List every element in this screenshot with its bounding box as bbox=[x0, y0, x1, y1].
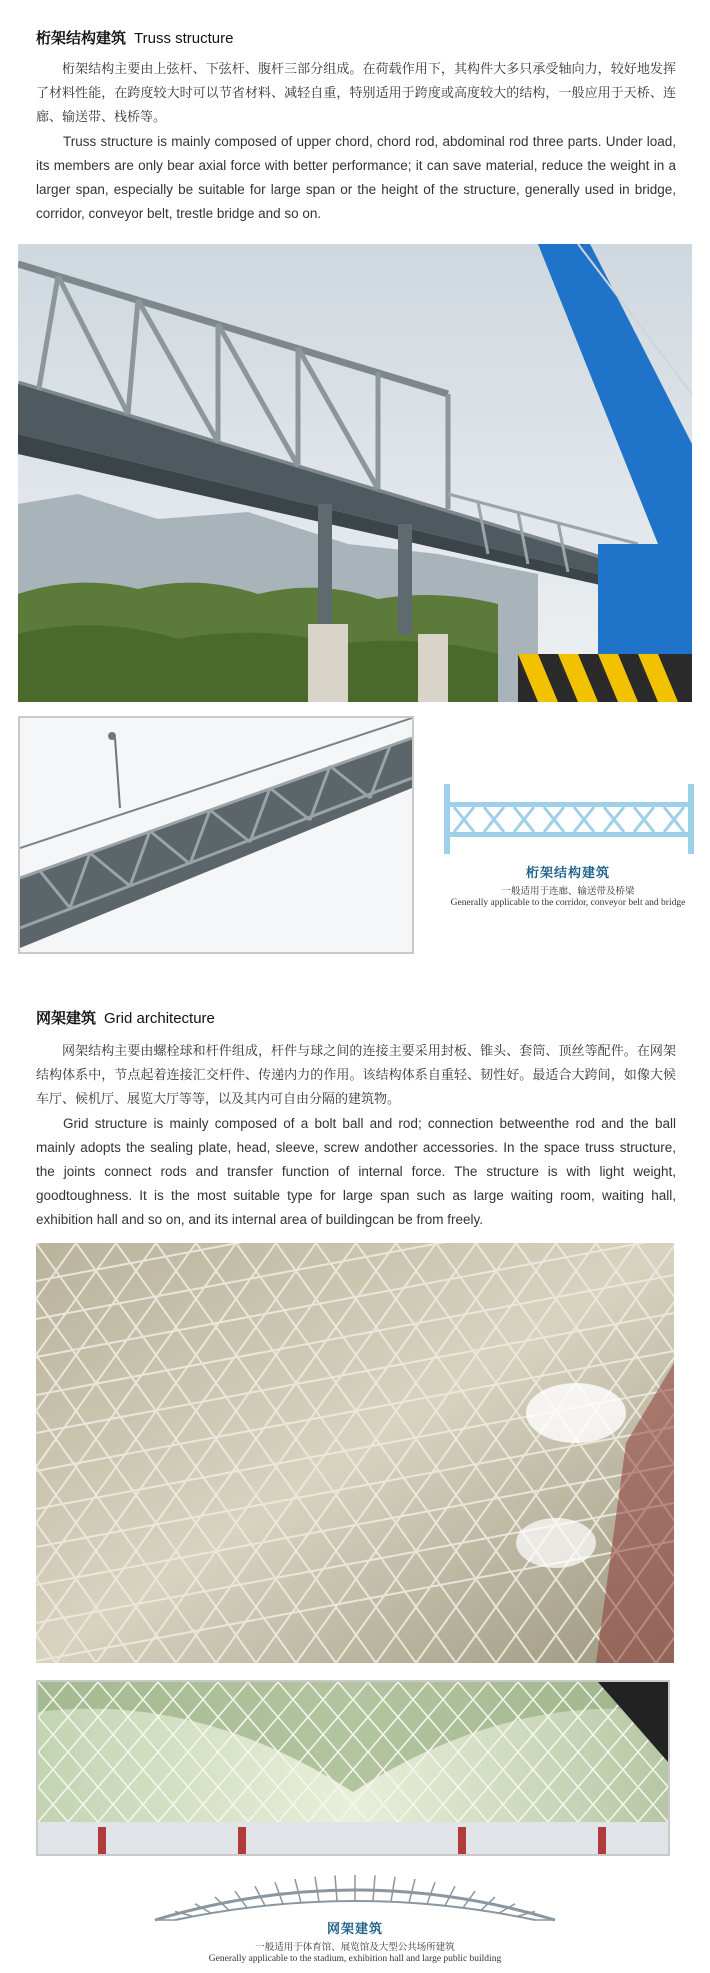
truss-bridge-photo bbox=[18, 244, 692, 702]
caption-cn: 一般适用于连廊、输送带及桥梁 bbox=[501, 886, 635, 897]
section-title-cn: 桁架结构建筑 bbox=[36, 29, 127, 47]
paragraph-en: Truss structure is mainly composed of upper chord, chord rod, abdominal rod three parts. Under load, its members are only bear axial force with better performance; it can save material, reduce the weight in a larger span, especially be suitable for large span or the height of the structure, generally used in bridge, corridor, conveyor belt, trestle bridge and so on. bbox=[36, 134, 676, 221]
section-description-truss bbox=[36, 58, 676, 226]
stadium-roof-photo bbox=[36, 1680, 670, 1856]
caption-cn: 一般适用于体育馆、展览馆及大型公共场所建筑 bbox=[255, 1942, 455, 1953]
space-frame-roof-photo bbox=[36, 1243, 674, 1663]
section-title-en: Truss structure bbox=[134, 30, 234, 47]
paragraph-cn: 网架结构主要由螺栓球和杆件组成，杆件与球之间的连接主要采用封板、锥头、套筒、顶丝等配件。在网架结构体系中，节点起着连接汇交杆件、传递内力的作用。该结构体系自重轻、韧性好。最适合大跨间，如像大候车厅、候机厅、展览大厅等等，以及其内可自由分隔的建筑物。 bbox=[36, 1044, 676, 1107]
section-title-truss bbox=[36, 27, 676, 48]
paragraph-cn: 桁架结构主要由上弦杆、下弦杆、腹杆三部分组成。在荷载作用下，其构件大多只承受轴向力，较好地发挥了材料性能，在跨度较大时可以节省材料、减轻自重，特别适用于跨度或高度较大的结构，一般应用于天桥、连廊、输送带、栈桥等。 bbox=[36, 62, 676, 125]
truss-walkway-photo bbox=[18, 716, 414, 954]
truss-diagram bbox=[444, 784, 694, 854]
truss-caption bbox=[430, 862, 706, 908]
caption-en: Generally applicable to the corridor, conveyor belt and bridge bbox=[450, 898, 686, 908]
grid-arch-diagram bbox=[150, 1870, 560, 1922]
caption-title: 桁架结构建筑 bbox=[525, 866, 610, 881]
section-description-grid bbox=[36, 1040, 676, 1232]
section-title-cn: 网架建筑 bbox=[36, 1009, 97, 1027]
caption-title: 网架建筑 bbox=[326, 1922, 383, 1937]
section-title-en: Grid architecture bbox=[104, 1010, 215, 1027]
caption-en: Generally applicable to the stadium, exhibition hall and large public building bbox=[208, 1954, 502, 1964]
section-title-grid bbox=[36, 1007, 676, 1028]
grid-caption bbox=[150, 1918, 560, 1964]
paragraph-en: Grid structure is mainly composed of a bolt ball and rod; connection betweenthe rod and the ball mainly adopts the sealing plate, head, sleeve, screw andother accessories. In the space truss structure, the joints connect rods and transfer function of internal force. The structure is with light weight, goodtoughness. It is the most suitable type for large span such as large waiting room, waiting hall, exhibition hall and so on, and its internal area of buildingcan be from freely. bbox=[36, 1116, 676, 1227]
